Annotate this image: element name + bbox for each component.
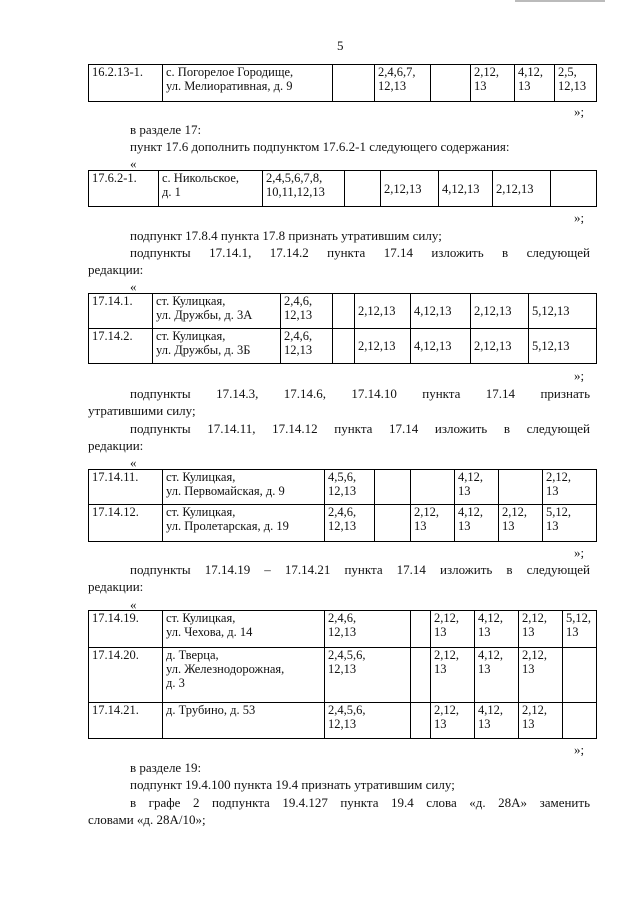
cell-text: 4,5,6, (328, 470, 357, 484)
value-cell (519, 648, 563, 703)
closing-quote: »; (574, 742, 585, 757)
value-cell (411, 648, 431, 703)
cell-text: 2,4,6, (328, 505, 357, 519)
cell-text: с. Никольское, (162, 171, 240, 185)
cell-text: 13 (546, 484, 559, 498)
cell-text: 12,13 (284, 308, 313, 322)
cell-text: ул. Чехова, д. 14 (166, 625, 253, 639)
value-cell (411, 703, 431, 739)
cell-text: 4,12, (458, 505, 483, 519)
cell-text: 13 (474, 79, 487, 93)
cell-text: ул. Дружбы, д. 3Б (156, 343, 251, 357)
value-cell (375, 65, 431, 102)
value-cell (411, 611, 431, 648)
opening-quote: « (130, 279, 137, 294)
cell-text: 2,12, (522, 703, 547, 717)
address-cell (153, 329, 281, 364)
value-cell (551, 171, 597, 207)
cell-text: 13 (522, 717, 535, 731)
paragraph-17-14-19-line1: подпункты 17.14.19 – 17.14.21 пункта 17.14 изложить в следующей (130, 562, 590, 577)
cell-text: ст. Кулицкая, (156, 294, 226, 308)
cell-text: 13 (414, 519, 427, 533)
table-17-6-2-1 (88, 170, 597, 207)
value-cell (325, 648, 411, 703)
closing-quote: »; (574, 210, 585, 225)
cell-text: 4,12, (478, 703, 503, 717)
value-cell (381, 171, 439, 207)
cell-text: 4,12, (458, 470, 483, 484)
address-cell (159, 171, 263, 207)
cell-text: д. 1 (162, 185, 181, 199)
cell-text: 2,4,5,6, (328, 703, 366, 717)
cell-text: 2,4,6, (284, 329, 313, 343)
value-cell (281, 294, 333, 329)
value-cell (333, 329, 355, 364)
cell-text: 17.14.1. (92, 294, 133, 308)
address-cell (163, 470, 325, 505)
cell-text: д. 3 (166, 676, 185, 690)
cell-text: 2,5, (558, 65, 577, 79)
value-cell (325, 470, 375, 505)
value-cell (563, 648, 597, 703)
cell-text: 2,4,5,6,7,8, (266, 171, 323, 185)
value-cell (431, 611, 475, 648)
cell-text: 2,12, (434, 611, 459, 625)
value-cell (455, 470, 499, 505)
cell-text: ул. Мелиоративная, д. 9 (166, 79, 293, 93)
value-cell (355, 329, 411, 364)
value-cell (529, 294, 597, 329)
cell-text: 2,12, (434, 648, 459, 662)
cell-text: 2,12, (502, 505, 527, 519)
cell-text: 13 (434, 662, 447, 676)
value-cell (439, 171, 493, 207)
item-number-cell (89, 648, 163, 703)
cell-text: 12,13 (328, 625, 357, 639)
cell-text: 13 (566, 625, 579, 639)
cell-text: 13 (458, 519, 471, 533)
item-number-cell (89, 294, 153, 329)
cell-text: 13 (458, 484, 471, 498)
cell-text: 13 (478, 662, 491, 676)
cell-text: с. Погорелое Городище, (166, 65, 294, 79)
value-cell (375, 470, 411, 505)
closing-quote: »; (574, 545, 585, 560)
value-cell (563, 703, 597, 739)
value-cell (475, 703, 519, 739)
cell-text: 12,13 (328, 717, 357, 731)
cell-text: 4,12, (478, 611, 503, 625)
value-cell (411, 505, 455, 542)
item-number-cell (89, 611, 163, 648)
table-row (89, 329, 597, 364)
cell-text: ст. Кулицкая, (156, 329, 226, 343)
cell-text: 10,11,12,13 (266, 185, 325, 199)
item-number-cell (89, 329, 153, 364)
paragraph-17-8-4: подпункт 17.8.4 пункта 17.8 признать утратившим силу; (130, 228, 442, 243)
cell-text: 13 (434, 717, 447, 731)
value-cell (355, 294, 411, 329)
value-cell (333, 65, 375, 102)
opening-quote: « (130, 156, 137, 171)
value-cell (555, 65, 597, 102)
paragraph-17-6: пункт 17.6 дополнить подпунктом 17.6.2-1 следующего содержания: (130, 139, 510, 154)
cell-text: 2,4,6,7, (378, 65, 416, 79)
address-cell (153, 294, 281, 329)
value-cell (263, 171, 345, 207)
cell-text: 5,12,13 (532, 339, 570, 353)
table-row (89, 470, 597, 505)
cell-text: 13 (522, 625, 535, 639)
cell-text: 17.14.2. (92, 329, 133, 343)
table-row (89, 294, 597, 329)
value-cell (375, 505, 411, 542)
value-cell (543, 470, 597, 505)
opening-quote: « (130, 455, 137, 470)
table-row (89, 611, 597, 648)
address-cell (163, 648, 325, 703)
item-number-cell (89, 505, 163, 542)
value-cell (325, 703, 411, 739)
value-cell (493, 171, 551, 207)
cell-text: 2,12, (546, 470, 571, 484)
cell-text: 12,13 (558, 79, 587, 93)
cell-text: 4,12,13 (442, 181, 480, 196)
cell-text: 5,12,13 (532, 304, 570, 318)
address-cell (163, 703, 325, 739)
item-number-cell (89, 703, 163, 739)
value-cell (431, 65, 471, 102)
value-cell (543, 505, 597, 542)
cell-text: 13 (478, 717, 491, 731)
value-cell (519, 611, 563, 648)
value-cell (345, 171, 381, 207)
table-row (89, 703, 597, 739)
cell-text: 5,12, (566, 611, 591, 625)
paragraph-17-14-3-line2: утратившими силу; (88, 403, 196, 418)
cell-text: 2,4,5,6, (328, 648, 366, 662)
cell-text: ул. Пролетарская, д. 19 (166, 519, 289, 533)
cell-text: 12,13 (378, 79, 407, 93)
cell-text: ул. Железнодорожная, (166, 662, 285, 676)
table-row (89, 505, 597, 542)
value-cell (499, 470, 543, 505)
value-cell (325, 505, 375, 542)
item-number-cell (89, 470, 163, 505)
address-cell (163, 505, 325, 542)
cell-text: 13 (522, 662, 535, 676)
cell-text: 12,13 (328, 484, 357, 498)
cell-text: 2,12, (474, 65, 499, 79)
section-17-heading: в разделе 17: (130, 122, 202, 137)
item-number-cell (89, 65, 163, 102)
value-cell (519, 703, 563, 739)
cell-text: ст. Кулицкая, (166, 505, 236, 519)
paragraph-17-14-19-line2: редакции: (88, 579, 144, 594)
cell-text: 16.2.13-1. (92, 65, 144, 79)
paragraph-19-4-127-line2: словами «д. 28А/10»; (88, 812, 206, 827)
cell-text: ст. Кулицкая, (166, 470, 236, 484)
value-cell (471, 65, 515, 102)
top-edge-mark (515, 0, 605, 2)
paragraph-19-4-100: подпункт 19.4.100 пункта 19.4 признать утратившим силу; (130, 777, 455, 792)
cell-text: 17.14.12. (92, 505, 139, 519)
section-19-heading: в разделе 19: (130, 760, 202, 775)
item-number-cell (89, 171, 159, 207)
cell-text: 4,12,13 (414, 304, 452, 318)
cell-text: 2,12,13 (474, 304, 512, 318)
closing-quote: »; (574, 368, 585, 383)
paragraph-17-14-11-line2: редакции: (88, 438, 144, 453)
cell-text: ул. Первомайская, д. 9 (166, 484, 285, 498)
table-row (89, 65, 597, 102)
table-17-14-11 (88, 469, 597, 542)
value-cell (325, 611, 411, 648)
cell-text: 17.14.21. (92, 703, 139, 717)
cell-text: 2,4,6, (284, 294, 313, 308)
value-cell (281, 329, 333, 364)
cell-text: 17.14.11. (92, 470, 139, 484)
value-cell (515, 65, 555, 102)
page-number: 5 (337, 38, 344, 53)
cell-text: 2,12,13 (496, 181, 534, 196)
cell-text: 13 (434, 625, 447, 639)
value-cell (455, 505, 499, 542)
value-cell (431, 703, 475, 739)
table-16-2-13-1 (88, 64, 597, 102)
cell-text: ул. Дружбы, д. 3А (156, 308, 253, 322)
value-cell (411, 294, 471, 329)
cell-text: 4,12, (518, 65, 543, 79)
cell-text: 17.6.2-1. (92, 171, 137, 185)
value-cell (431, 648, 475, 703)
table-row (89, 171, 597, 207)
cell-text: 17.14.19. (92, 611, 139, 625)
cell-text: 2,12, (434, 703, 459, 717)
cell-text: д. Тверца, (166, 648, 219, 662)
paragraph-17-14-3-line1: подпункты 17.14.3, 17.14.6, 17.14.10 пункта 17.14 признать (130, 386, 590, 401)
table-row (89, 648, 597, 703)
cell-text: 2,4,6, (328, 611, 357, 625)
value-cell (411, 329, 471, 364)
cell-text: 12,13 (328, 662, 357, 676)
paragraph-19-4-127-line1: в графе 2 подпункта 19.4.127 пункта 19.4 слова «д. 28А» заменить (130, 795, 590, 810)
cell-text: 2,12, (522, 648, 547, 662)
cell-text: 13 (502, 519, 515, 533)
cell-text: 2,12,13 (358, 339, 396, 353)
address-cell (163, 65, 333, 102)
cell-text: 13 (518, 79, 531, 93)
closing-quote: »; (574, 104, 585, 119)
cell-text: 2,12, (522, 611, 547, 625)
cell-text: 4,12, (478, 648, 503, 662)
value-cell (475, 648, 519, 703)
cell-text: ст. Кулицкая, (166, 611, 236, 625)
value-cell (411, 470, 455, 505)
cell-text: 2,12,13 (474, 339, 512, 353)
cell-text: 13 (546, 519, 559, 533)
value-cell (475, 611, 519, 648)
table-17-14-1 (88, 293, 597, 364)
address-cell (163, 611, 325, 648)
cell-text: 17.14.20. (92, 648, 139, 662)
cell-text: 13 (478, 625, 491, 639)
value-cell (563, 611, 597, 648)
value-cell (471, 294, 529, 329)
value-cell (529, 329, 597, 364)
paragraph-17-14-11-line1: подпункты 17.14.11, 17.14.12 пункта 17.14 изложить в следующей (130, 421, 590, 436)
value-cell (471, 329, 529, 364)
cell-text: 12,13 (328, 519, 357, 533)
cell-text: 12,13 (284, 343, 313, 357)
cell-text: д. Трубино, д. 53 (166, 703, 256, 717)
opening-quote: « (130, 597, 137, 612)
cell-text: 2,12, (414, 505, 439, 519)
paragraph-17-14-1-line1: подпункты 17.14.1, 17.14.2 пункта 17.14 изложить в следующей (130, 245, 590, 260)
value-cell (333, 294, 355, 329)
paragraph-17-14-1-line2: редакции: (88, 262, 144, 277)
cell-text: 4,12,13 (414, 339, 452, 353)
cell-text: 2,12,13 (358, 304, 396, 318)
table-17-14-19 (88, 610, 597, 739)
value-cell (499, 505, 543, 542)
cell-text: 2,12,13 (384, 181, 422, 196)
cell-text: 5,12, (546, 505, 571, 519)
